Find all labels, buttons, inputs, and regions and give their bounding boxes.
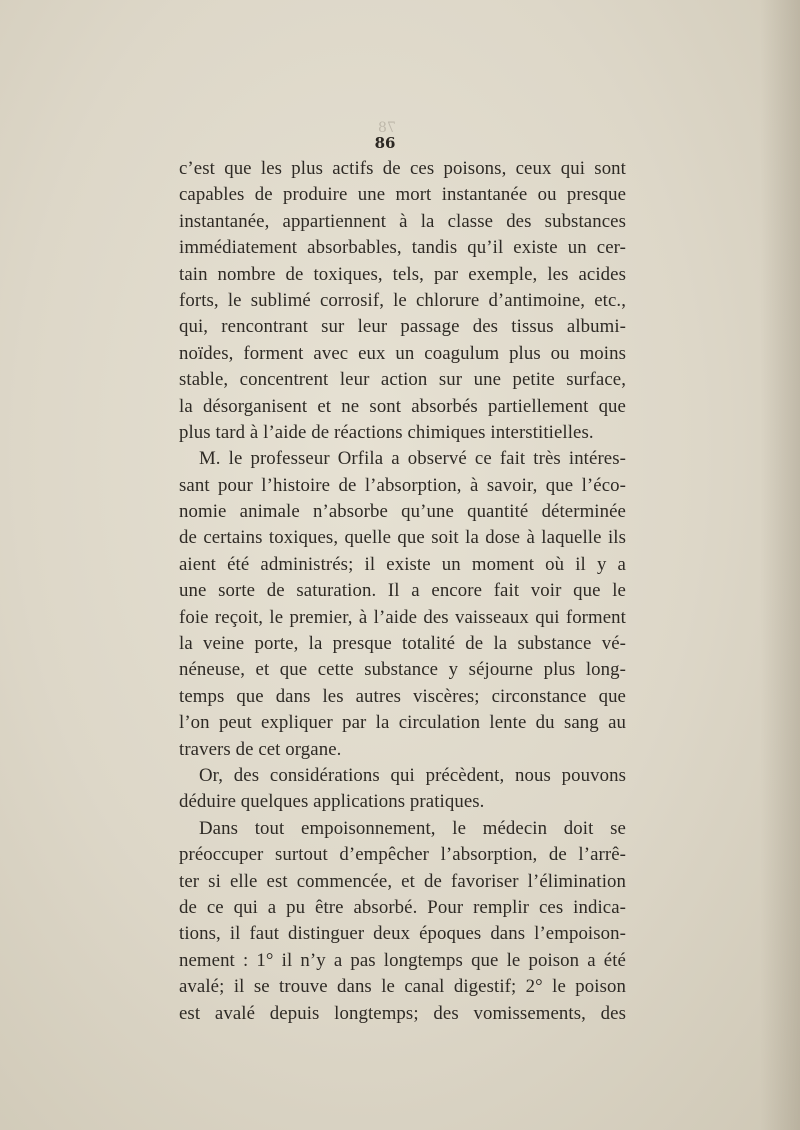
text-line: noïdes, forment avec eux un coagulum plus ou moins (179, 342, 626, 364)
text-line: travers de cet organe. (179, 738, 342, 760)
text-line: est avalé depuis longtemps; des vomissements, des (179, 1002, 626, 1024)
text-line: capables de produire une mort instantanée ou presque (179, 184, 626, 206)
text-line: qui, rencontrant sur leur passage des tissus albumi- (179, 316, 626, 338)
text-line: l’on peut expliquer par la circulation lente du sang au (179, 712, 626, 734)
text-line: Or, des considérations qui précèdent, nous pouvons (199, 764, 626, 786)
text-line: immédiatement absorbables, tandis qu’il existe un cer- (179, 237, 626, 259)
text-line: M. le professeur Orfila a observé ce fait très intéres- (199, 448, 626, 470)
text-line: la veine porte, la presque totalité de la substance vé- (179, 633, 626, 655)
text-line: stable, concentrent leur action sur une petite surface, (179, 369, 626, 391)
text-line: forts, le sublimé corrosif, le chlorure d’antimoine, etc., (179, 289, 626, 311)
text-line: préoccuper surtout d’empêcher l’absorption, de l’arrê- (179, 844, 626, 866)
text-line: c’est que les plus actifs de ces poisons, ceux qui sont (179, 158, 626, 179)
page-number: 86 (374, 134, 396, 152)
text-line: instantanée, appartiennent à la classe des substances (179, 210, 626, 232)
show-through-mark: 78 (378, 120, 396, 136)
text-line: de ce qui a pu être absorbé. Pour remplir ces indica- (179, 896, 626, 918)
text-line: Dans tout empoisonnement, le médecin doit se (199, 817, 626, 839)
text-line: aient été administrés; il existe un moment où il y a (179, 553, 626, 575)
page-edge-shadow (760, 0, 800, 1130)
text-line: ter si elle est commencée, et de favoriser l’élimination (179, 870, 626, 892)
text-line: une sorte de saturation. Il a encore fait voir que le (179, 580, 626, 602)
text-line: temps que dans les autres viscères; circonstance que (179, 685, 626, 707)
body-text (179, 156, 626, 1027)
text-line: tain nombre de toxiques, tels, par exemple, les acides (179, 263, 626, 285)
text-line: la désorganisent et ne sont absorbés partiellement que (179, 395, 626, 417)
text-line: sant pour l’histoire de l’absorption, à savoir, que l’éco- (179, 474, 626, 496)
text-line: plus tard à l’aide de réactions chimiques interstitielles. (179, 421, 594, 443)
text-line: de certains toxiques, quelle que soit la dose à laquelle ils (179, 527, 626, 549)
text-line: avalé; il se trouve dans le canal digestif; 2° le poison (179, 976, 626, 998)
text-line: tions, il faut distinguer deux époques dans l’empoison- (179, 923, 626, 945)
text-line: nement : 1° il n’y a pas longtemps que le poison a été (179, 949, 626, 971)
text-line: foie reçoit, le premier, à l’aide des vaisseaux qui forment (179, 606, 626, 628)
text-line: néneuse, et que cette substance y séjourne plus long- (179, 659, 626, 681)
text-line: nomie animale n’absorbe qu’une quantité déterminée (179, 501, 626, 523)
text-line: déduire quelques applications pratiques. (179, 791, 485, 813)
